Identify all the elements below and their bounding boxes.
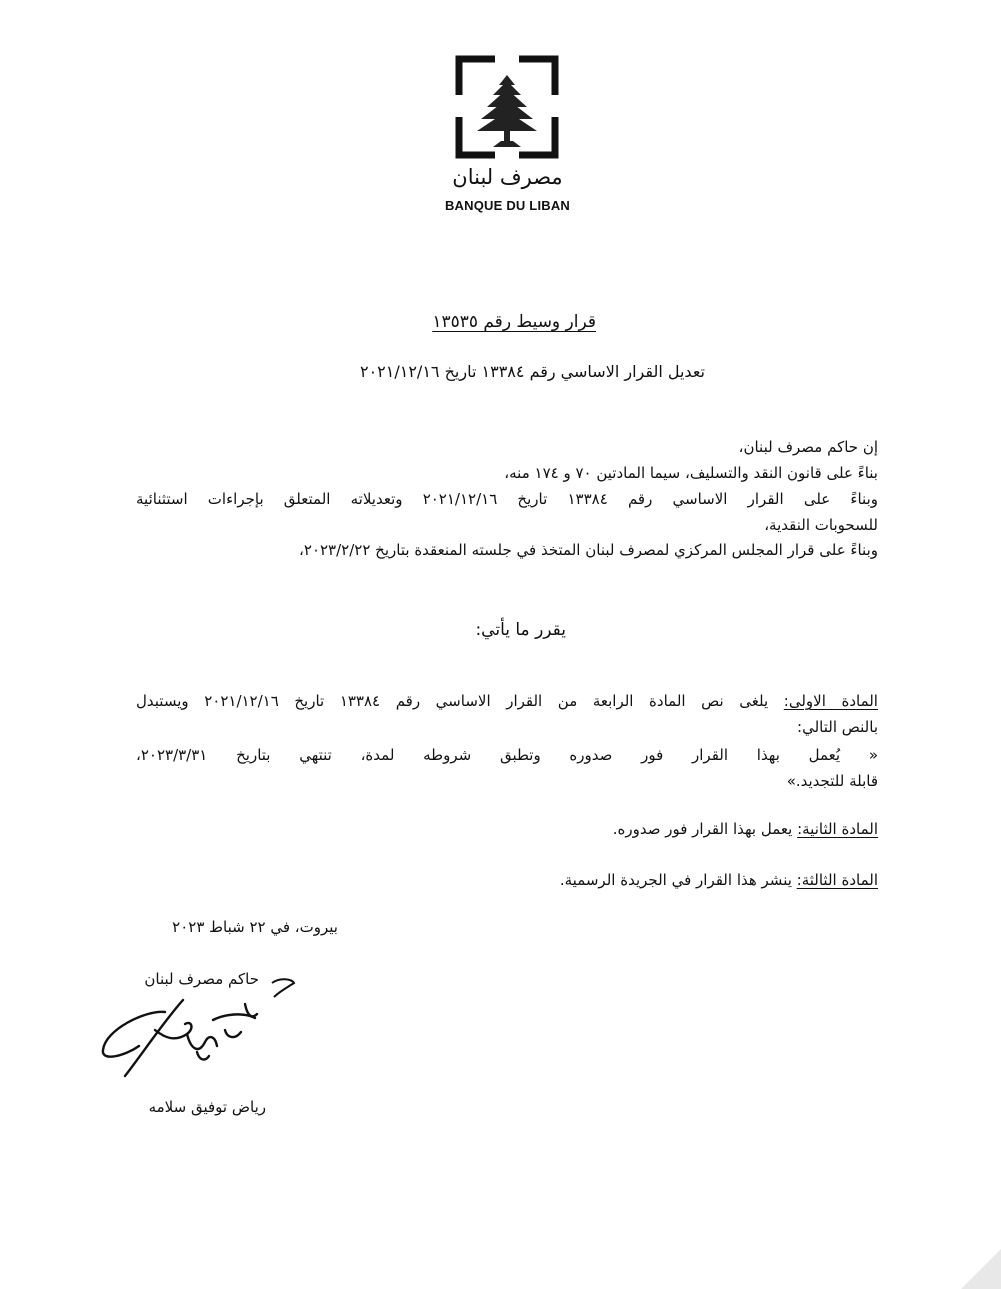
preamble-line-5: وبناءً على قرار المجلس المركزي لمصرف لبنان المتخذ في جلسته المنعقدة بتاريخ ٢٠٢٣/٢/٢٢،: [299, 541, 878, 559]
decision-subtitle: تعديل القرار الاساسي رقم ١٣٣٨٤ تاريخ ٢٠٢١/١٢/١٦: [359, 362, 705, 381]
preamble-line-3: وبناءً على القرار الاساسي رقم ١٣٣٨٤ تاريخ ٢٠٢١/١٢/١٦ وتعديلاته المتعلق بإجراءات استثنائية: [136, 490, 879, 508]
article-1-line-2: بالنص التالي:: [797, 718, 878, 736]
signer-name: رياض توفيق سلامه: [148, 1098, 266, 1116]
article-1-quote-line-1: « يُعمل بهذا القرار فور صدوره وتطبق شروطه لمدة، تنتهي بتاريخ ٢٠٢٣/٣/٣١،: [136, 746, 878, 764]
bank-name-latin: BANQUE DU LIBAN: [444, 198, 571, 213]
article-1-line-1: [136, 692, 878, 710]
place-and-date: بيروت، في ٢٢ شباط ٢٠٢٣: [172, 918, 338, 936]
article-2-text: يعمل بهذا القرار فور صدوره.: [612, 820, 793, 838]
bank-name-arabic: مصرف لبنان: [452, 165, 563, 189]
article-3: [560, 871, 878, 889]
preamble-line-2: بناءً على قانون النقد والتسليف، سيما المادتين ٧٠ و ١٧٤ منه،: [504, 464, 878, 482]
preamble-line-4: للسحوبات النقدية،: [764, 516, 878, 534]
article-2-label: المادة الثانية:: [797, 820, 878, 838]
article-1-text: يلغى نص المادة الرابعة من القرار الاساسي رقم ١٣٣٨٤ تاريخ ٢٠٢١/١٢/١٦ ويستبدل: [136, 692, 769, 710]
signer-title: حاكم مصرف لبنان: [144, 970, 259, 988]
decision-title: قرار وسيط رقم ١٣٥٣٥: [432, 312, 596, 332]
article-2: [613, 820, 878, 838]
preamble-line-1: إن حاكم مصرف لبنان،: [738, 438, 878, 456]
article-3-label: المادة الثالثة:: [796, 871, 878, 889]
article-1-quote-line-2: قابلة للتجديد.»: [786, 772, 878, 790]
page-curl: [941, 1229, 1001, 1289]
decides-heading: يقرر ما يأتي:: [475, 620, 566, 640]
article-1-label: المادة الاولى:: [783, 692, 878, 710]
cedar-tree-emblem-icon: [455, 55, 559, 167]
article-3-text: ينشر هذا القرار في الجريدة الرسمية.: [559, 871, 792, 889]
handwritten-signature-icon: [95, 990, 275, 1085]
